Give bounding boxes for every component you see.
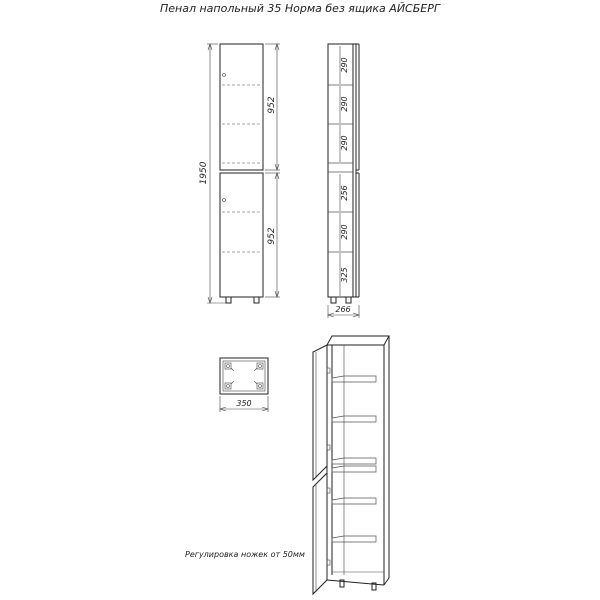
- side-view: [328, 44, 359, 318]
- upper-handle-icon: [223, 74, 226, 77]
- perspective-view: [313, 336, 389, 594]
- perspective-shelves: [332, 376, 376, 542]
- front-leg-left: [226, 297, 231, 303]
- top-leg-mounts: [225, 363, 263, 389]
- width-label: 350: [236, 399, 252, 408]
- front-hidden-shelves: [222, 85, 261, 252]
- lower-handle-icon: [223, 199, 226, 202]
- perspective-lower-door: [313, 473, 327, 594]
- front-leg-right: [254, 297, 259, 303]
- shelf-gap-3: 290: [340, 135, 349, 151]
- perspective-upper-door: [313, 345, 327, 480]
- upper-door-height-label: 952: [267, 96, 277, 114]
- leg-adjustment-note: Регулировка ножек от 50мм: [185, 550, 305, 559]
- depth-label: 266: [335, 305, 351, 314]
- perspective-top: [327, 336, 389, 345]
- side-body: [328, 44, 356, 297]
- shelf-gap-4: 256: [340, 185, 349, 201]
- shelf-gap-6: 325: [340, 267, 349, 283]
- side-leg-right: [346, 297, 351, 303]
- total-height-label: 1950: [199, 161, 209, 185]
- front-upper-door: [220, 44, 263, 170]
- front-view: [199, 44, 280, 303]
- shelf-gap-1: 290: [340, 57, 349, 73]
- lower-door-height-label: 952: [267, 227, 277, 245]
- front-lower-door: [220, 173, 263, 297]
- shelf-gap-2: 290: [340, 96, 349, 112]
- side-leg-left: [331, 297, 336, 303]
- top-view: [220, 358, 268, 412]
- top-outline: [220, 358, 268, 394]
- drawing-title: Пенал напольный 35 Норма без ящика АЙСБЕРГ: [159, 2, 441, 15]
- shelf-gap-5: 290: [340, 224, 349, 240]
